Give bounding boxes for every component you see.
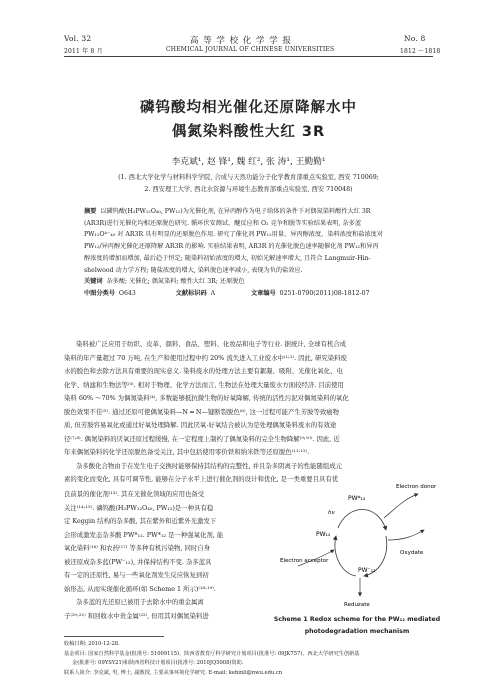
footnote-rule xyxy=(64,636,164,637)
contact-author: 联系人简介: 李克斌, 男, 博士, 副教授, 主要从事环境化学研究. E-mail: kebinli@nwu.edu.cn xyxy=(64,669,283,676)
scheme-caption-line2: photodegradation mechanism xyxy=(304,628,410,635)
header-rule xyxy=(64,56,433,57)
scheme-caption xyxy=(272,614,442,638)
abstract-line: PW₁₂O⁴⁻₄₀ 对 AR3R 具有明显的还原脱色作用. 研究了催化剂 PW₁₂用量、异丙醇浓度、染料浓度和盐浓度对 xyxy=(84,231,384,239)
abstract-text: 以磷钨酸(H₃PW₁₂O₄₀, PW₁₂)为光催化剂, 在异丙醇作为电子给体的条件下对偶氮染料酸性大红 3R xyxy=(100,208,371,215)
body-line: 脱色效果不佳⁽⁵⁾. 通过还原可使偶氮染料—N ═ N—键断裂脱色⁽⁶⁾, 这一过程可能产生芳胺等致癌物 xyxy=(64,407,340,416)
journal-name-en: CHEMICAL JOURNAL OF CHINESE UNIVERSITIES xyxy=(166,46,335,53)
paper-title-line2: 偶氮染料酸性大红 3R xyxy=(171,124,326,140)
body-line: 质, 但芳胺容易氧化或通过好氧处理降解. 因此厌氧-好氧结合被认为是处理偶氮染料废水的有效途 xyxy=(64,421,337,429)
keywords-line xyxy=(84,276,420,288)
body-line: 定 Keggin 结构的杂多酸, 其在紫外和近紫外光激发下 xyxy=(64,517,217,525)
body-line: 年来偶氮染料的化学还原脱色备受关注, 其中包括使用零价铁和纳米铁等还原脱色⁽¹¹˒¹²⁾. xyxy=(64,448,310,456)
classification-line xyxy=(84,288,420,300)
authors: 李克斌¹, 赵 锋¹, 魏 红², 张 涛¹, 王勤勤¹ xyxy=(171,157,326,167)
body-line: 素的变化而变化, 具有可调节性, 能够在分子水平上进行催化剂的设计和优化, 是一类重要且具有优 xyxy=(64,475,339,483)
article-no: 0251-0790(2011)08-1812-07 xyxy=(279,289,370,297)
affiliation-2: 2. 西安理工大学, 西北水资源与环境生态教育部重点实验室, 西安 710048) xyxy=(144,186,353,193)
funding: 基金项目: 国家自然科学基金(批准号: 51009115)、陕西省教育厅科学研究计划项目(批准号: 09JK757)、西北大学研究生创新基 xyxy=(64,650,360,657)
label-pw12-minus: PW⁻₁₂ xyxy=(358,567,376,574)
body-line: 径⁽⁷˒⁸⁾. 偶氮染料的厌氧还原过程缓慢, 在一定程度上制约了偶氮染料的完全生物降解⁽⁹˒¹⁰⁾. 因此, 近 xyxy=(64,434,340,443)
keywords-label: 关键词 xyxy=(84,278,103,286)
volume: Vol. 32 xyxy=(64,34,92,43)
clc-label: 中图分类号 xyxy=(84,289,115,297)
label-pw12-star: PW*₁₂ xyxy=(348,495,366,502)
clc-code: O643 xyxy=(118,289,136,297)
article-no-label: 文章编号 xyxy=(250,289,276,297)
cycle-arc-left xyxy=(335,536,356,576)
abstract-line xyxy=(84,206,420,218)
body-line: 水的脱色和去除方法具有重要的现实意义. 染料废水的处理方法主要有絮凝、吸附、光催化氧化、电 xyxy=(64,367,343,375)
body-line: 子⁽²⁰˒²¹⁾ 和回收水中贵金属⁽²²⁾, 但用其对偶氮染料进 xyxy=(64,611,209,620)
label-reduzate: Reduzate xyxy=(344,602,370,608)
affiliation-1: (1. 西北大学化学与材料科学学院, 合成与天然功能分子化学教育部重点实验室, 西安 710069; xyxy=(118,174,379,181)
label-electron-donor: Electron donor xyxy=(396,484,437,490)
label-oxydate: Oxydate xyxy=(400,550,424,556)
journal-name-cn: 高 等 学 校 化 学 学 报 xyxy=(190,36,292,46)
abstract-line: 醇浓度的增加而增加, 最后趋于恒定; 随染料初始浓度的增大, 初始光解速率增大, 且符合 Langmuir-Hin- xyxy=(84,254,371,262)
body-line: 始形态, 从而实现催化循环(如 Scheme 1 所示)⁽¹⁸˒¹⁹⁾. xyxy=(64,584,216,593)
donor-arrow xyxy=(384,494,418,518)
scheme-caption-line1: Scheme 1 Redox scheme for the PW₁₂ mediated xyxy=(273,616,441,623)
doc-code: A xyxy=(210,289,216,297)
label-pw12: PW₁₂ xyxy=(316,531,331,538)
intro-paragraph xyxy=(64,338,434,487)
issue: No. 8 xyxy=(404,34,426,43)
label-hv: hν xyxy=(328,510,335,516)
abstract-line: PW₁₂/异丙醇光催化还原降解 AR3R 的影响. 实验结果表明, AR3R 的光催化脱色速率随催化剂 PW₁₂和异丙 xyxy=(84,243,379,251)
doc-code-label: 文献标识码 xyxy=(175,289,207,297)
scheme-diagram xyxy=(278,478,438,608)
abstract-label: 摘要 xyxy=(84,208,97,215)
page-range: 1812 ～1818 xyxy=(400,48,441,55)
body-line: 有一定的还原性, 易与一些氧化剂发生反应恢复到初 xyxy=(64,571,209,579)
body-line: 氧化染料⁽¹⁶⁾ 和农药⁽¹⁷⁾ 等多种有机污染物, 同时自身 xyxy=(64,544,211,552)
footnotes xyxy=(64,640,434,678)
body-line: 杂多酸化合物由于在发生电子交换时能够保持其结构的完整性, 并且杂多阴离子的性能随组成元 xyxy=(76,461,343,470)
abstract-line: shelwood 动力学方程; 随盐浓度的增大, 染料脱色速率减小, 表现为负的盐效应. xyxy=(84,266,303,274)
abstract xyxy=(84,206,420,300)
publish-date: 2011 年 8 月 xyxy=(64,48,103,55)
body-line: 会形成激发态杂多酸 PW*₁₂. PW*₁₂ 是一种强氧化剂, 能 xyxy=(64,530,224,539)
abstract-line: (AR3R)进行光催化均相还原脱色研究. 循环伏安测试、醚反应和 O₂ 竞争和脱等实验结果表明, 杂多蓝 xyxy=(84,219,362,227)
body-line: 染料 60% ～70% 为偶氮染料⁽⁴⁾, 多数能够抵抗微生物的好氧降解, 传统的活性污泥对偶氮染料的氧化 xyxy=(64,394,349,402)
oxydate-arrow xyxy=(388,530,424,540)
left-column-text xyxy=(64,488,274,623)
body-line: 染料被广泛应用于纺织、皮革、颜料、食品、塑料、化妆品和电子等行业. 据统计, 全球有机合成 xyxy=(76,340,347,348)
cycle-arc-top xyxy=(338,509,386,530)
keywords: 杂多酸; 光催化; 偶氮染料; 酸性大红 3R; 还原脱色 xyxy=(106,278,245,286)
funding-cont: 金(批准号: 09YSY21)和陕西省科技计划项目(批准号: 2010JQ5008)资助. xyxy=(72,660,244,666)
body-line: 良前景的催化剂⁽¹³⁾. 其在光催化领域的应用也备受 xyxy=(64,490,205,498)
received-date: 收稿日期: 2010-12-28. xyxy=(64,641,120,647)
body-line: 关注⁽¹⁴˒¹⁵⁾. 磷钨酸(H₃PW₁₂O₄₀, PW₁₂)是一种具有稳 xyxy=(64,503,214,512)
body-line: 杂多蓝的光还原已被用于去除水中的重金属离 xyxy=(76,598,204,606)
body-line: 被还原成杂多蓝(PW⁻₁₂), 并保持结构不变. 杂多蓝具 xyxy=(64,557,212,566)
body-line: 染料的年产量超过 70 万吨, 在生产和使用过程中约 20% 流失进入工业废水中⁽¹˒²⁾. 因此, 研究染料废 xyxy=(64,353,347,362)
label-electron-acceptor: Electron acceptor xyxy=(280,558,329,564)
paper-title-line1: 磷钨酸均相光催化还原降解水中 xyxy=(140,100,357,116)
body-line: 化学、纳滤和生物法等⁽³⁾. 相对于物理、化学方法而言, 生物法在处理大量废水方面较经济. 目前使用 xyxy=(64,380,344,389)
